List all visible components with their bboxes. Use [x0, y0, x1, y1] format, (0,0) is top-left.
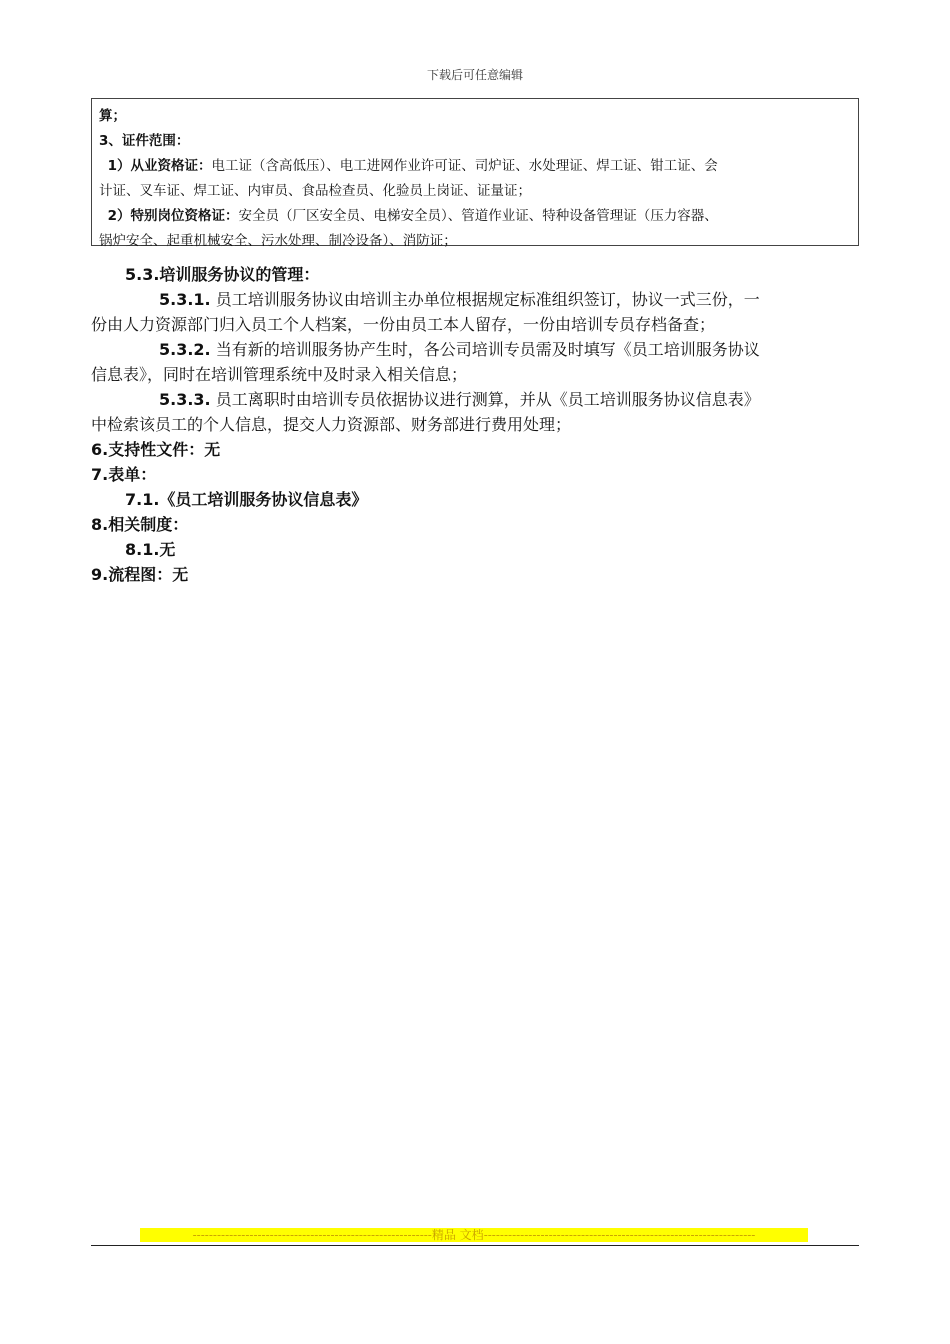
- box-line-2: 3、证件范围：: [99, 133, 190, 149]
- section-9-heading: 9.流程图：无: [91, 565, 189, 584]
- document-body: [91, 262, 861, 587]
- box-line-6: 锅炉安全、起重机械安全、污水处理、制冷设备）、消防证；: [99, 233, 457, 249]
- footer-rule: [91, 1245, 859, 1246]
- section-6-heading: 6.支持性文件：无: [91, 440, 221, 459]
- section-5-3-1-cont: 份由人力资源部门归入员工个人档案，一份由员工本人留存，一份由培训专员存档备查；: [91, 315, 716, 334]
- box-line-5: 2）特别岗位资格证：安全员（厂区安全员、电梯安全员）、管道作业证、特种设备管理证（压力容器、: [107, 208, 718, 224]
- section-7-1: 7.1.《员工培训服务协议信息表》: [125, 490, 368, 509]
- section-5-3-2: 5.3.2. 当有新的培训服务协产生时，各公司培训专员需及时填写《员工培训服务协议: [159, 340, 760, 359]
- box-line-4: 计证、叉车证、焊工证、内审员、食品检查员、化验员上岗证、证量证；: [99, 183, 531, 199]
- section-5-3-3: 5.3.3. 员工离职时由培训专员依据协议进行测算，并从《员工培训服务协议信息表》: [159, 390, 760, 409]
- box-line-1: 算；: [99, 108, 126, 124]
- box-line-3: 1）从业资格证：电工证（含高低压）、电工进网作业许可证、司炉证、水处理证、焊工证、钳工证、会: [107, 158, 718, 174]
- section-7-heading: 7.表单：: [91, 465, 157, 484]
- certificate-scope-box: [91, 98, 859, 249]
- section-5-3-1: 5.3.1. 员工培训服务协议由培训主办单位根据规定标准组织签订，协议一式三份，一: [159, 290, 760, 309]
- section-8-heading: 8.相关制度：: [91, 515, 189, 534]
- section-5-3-3-cont: 中检索该员工的个人信息，提交人力资源部、财务部进行费用处理；: [91, 415, 572, 434]
- footer-watermark: -----------------------------------------------------------精品 文档-------------------------------------------------------------------: [140, 1228, 808, 1242]
- section-5-3-2-cont: 信息表》，同时在培训管理系统中及时录入相关信息；: [91, 365, 468, 384]
- footer-label: 精品 文档: [431, 1228, 484, 1242]
- section-5-3-heading: 5.3.培训服务协议的管理：: [125, 265, 320, 284]
- section-8-1: 8.1.无: [125, 540, 176, 559]
- header-note: 下载后可任意编辑: [426, 68, 523, 82]
